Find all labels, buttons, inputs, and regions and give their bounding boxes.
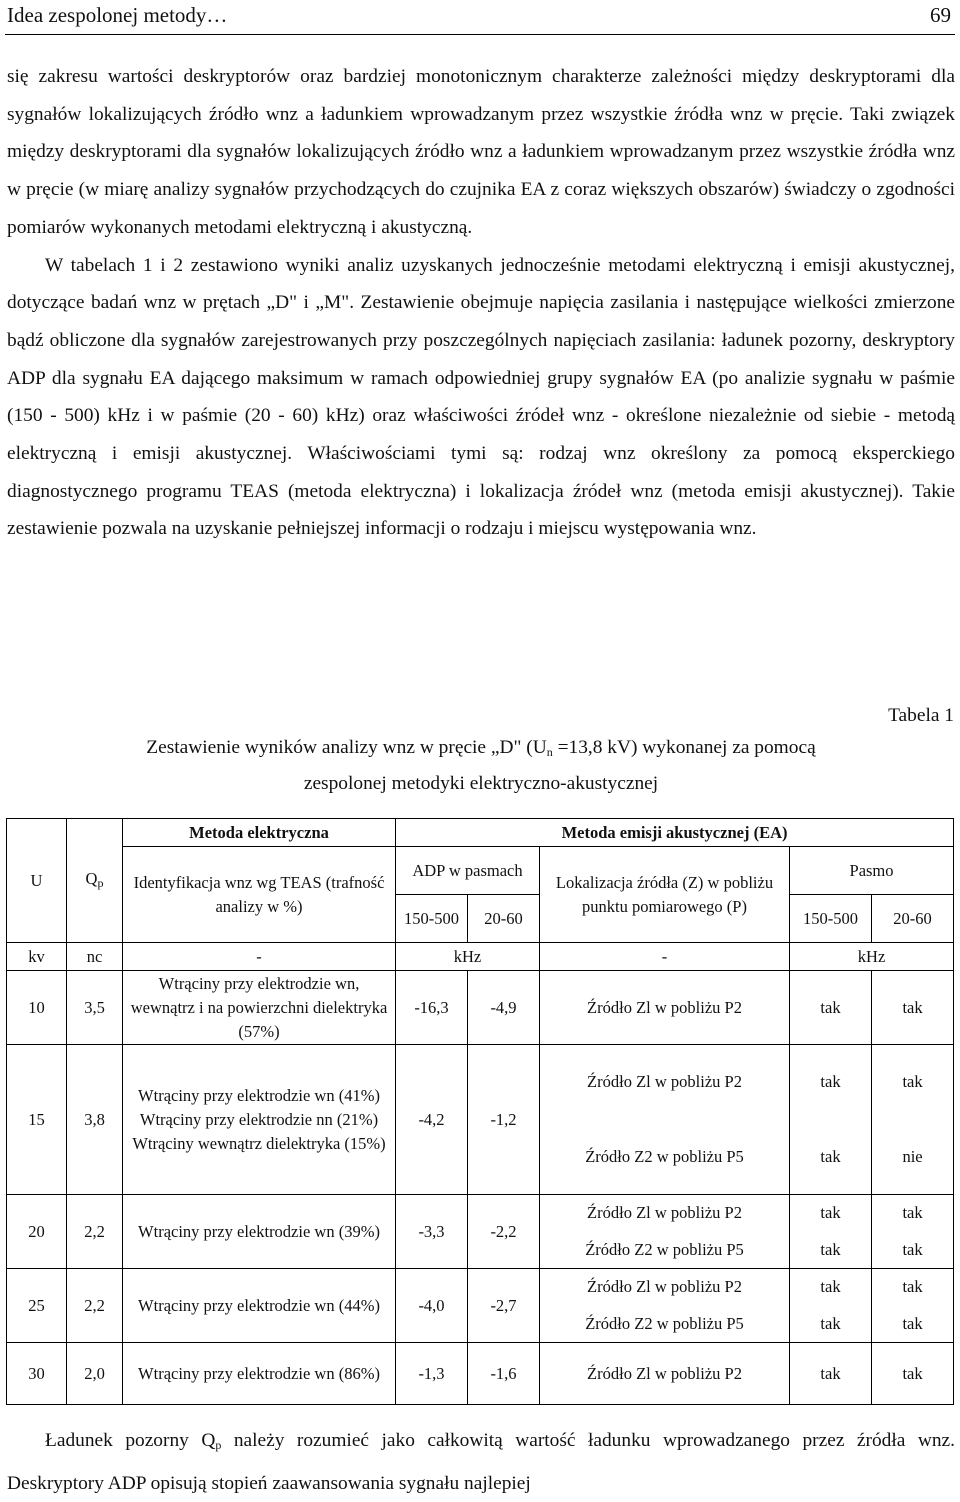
paragraph: się zakresu wartości deskryptorów oraz bardziej monotonicznym charakterze zależności między deskryptorami dla sygnałów lokalizujących źródło wnz a ładunkiem wprowadzanym przez wszystkie źródła wnz w pręcie. Taki związek między deskryptorami dla sygnałów lokalizujących źródło wnz a ładunkiem wprowadzanym przez wszystkie źródła wnz w pręcie (w miarę analizy sygnałów przychodzących do czujnika EA z coraz większych obszarów) świadczy o zgodności pomiarów wykonanych metodami elektryczną i akustyczną.	[7, 66, 955, 238]
col-header-pasmo-150: 150-500	[790, 895, 872, 943]
table-row	[7, 971, 954, 1045]
header-title: Idea zespolonej metody…	[7, 3, 228, 27]
cell-adp-20: -1,2	[468, 1045, 540, 1195]
unit-loc: -	[540, 943, 790, 971]
cell-teas	[123, 971, 396, 1045]
teas-entry: Wtrąciny przy elektrodzie wn (39%)	[138, 1221, 380, 1241]
cell-loc: Źródło Zl w pobliżu P2	[540, 1045, 790, 1120]
cell-u: 10	[7, 971, 67, 1045]
table-row	[7, 1045, 954, 1120]
caption-line-1: Zestawienie wyników analizy wnz w pręcie „D" ($U_n =13,8$ kV) wykonanej za pomocą	[146, 737, 816, 759]
cell-teas	[123, 1269, 396, 1343]
cell-adp-150: -4,2	[396, 1045, 468, 1195]
cell-pasmo-150: tak	[790, 1343, 872, 1405]
cell-adp-150: -4,0	[396, 1269, 468, 1343]
teas-entry: Wtrąciny przy elektrodzie wn (86%)	[138, 1363, 380, 1383]
group-header-electric: Metoda elektryczna	[123, 819, 396, 847]
table-row	[7, 1195, 954, 1232]
unit-teas: -	[123, 943, 396, 971]
cell-loc: Źródło Zl w pobliżu P2	[540, 1195, 790, 1232]
results-table	[6, 818, 954, 1405]
group-header-acoustic: Metoda emisji akustycznej (EA)	[396, 819, 954, 847]
caption-line-2: zespolonej metodyki elektryczno-akustycznej	[303, 773, 659, 794]
unit-q: nc	[67, 943, 123, 971]
cell-pasmo-20: tak	[872, 1306, 954, 1343]
table-number: Tabela 1	[888, 705, 954, 726]
unit-adp: kHz	[396, 943, 540, 971]
teas-entry: Wtrąciny wewnątrz dielektryka (15%)	[132, 1133, 386, 1153]
col-header-teas: Identyfikacja wnz wg TEAS (trafność analizy w %)	[123, 847, 396, 943]
body-text	[7, 58, 955, 548]
teas-entry: Wtrąciny przy elektrodzie nn (21%)	[139, 1109, 379, 1129]
col-header-adp-20: 20-60	[468, 895, 540, 943]
cell-adp-20: -2,2	[468, 1195, 540, 1269]
col-header-adp: ADP w pasmach	[396, 847, 540, 895]
cell-q: 3,5	[67, 971, 123, 1045]
cell-adp-150: -1,3	[396, 1343, 468, 1405]
cell-pasmo-20: tak	[872, 1045, 954, 1120]
cell-u: 15	[7, 1045, 67, 1195]
cell-u: 20	[7, 1195, 67, 1269]
table-row	[7, 1269, 954, 1306]
cell-pasmo-150: tak	[790, 1120, 872, 1195]
cell-pasmo-150: tak	[790, 971, 872, 1045]
cell-adp-20: -2,7	[468, 1269, 540, 1343]
cell-pasmo-150: tak	[790, 1232, 872, 1269]
col-header-adp-150: 150-500	[396, 895, 468, 943]
cell-q: 2,2	[67, 1269, 123, 1343]
col-header-u: U	[7, 819, 67, 943]
cell-adp-20: -1,6	[468, 1343, 540, 1405]
paragraph: W tabelach 1 i 2 zestawiono wyniki analiz uzyskanych jednocześnie metodami elektryczną i emisji akustycznej, dotyczące badań wnz w prętach „D" i „M". Zestawienie obejmuje napięcia zasilania i następujące wielkości zmierzone bądź obliczone dla sygnałów zarejestrowanych przy poszczególnych napięciach zasilania: ładunek pozorny, deskryptory ADP dla sygnału EA dającego maksimum w ramach odpowiedniej grupy sygnałów EA (po analizie sygnału w paśmie (150 - 500) kHz i w paśmie (20 - 60) kHz) oraz właściwości źródeł wnz - określone niezależnie od siebie - metodą elektryczną i emisji akustycznej. Właściwościami tymi są: rodzaj wnz określony za pomocą eksperckiego diagnostycznego programu TEAS (metoda elektryczna) i lokalizacja źródeł wnz (metoda emisji akustycznej). Takie zestawienie pozwala na uzyskanie pełniejszej informacji o rodzaju i miejscu występowania wnz.	[7, 254, 955, 540]
footer-text	[7, 1422, 955, 1502]
cell-q: 2,2	[67, 1195, 123, 1269]
col-header-q: $Q_p$	[67, 819, 123, 943]
cell-u: 30	[7, 1343, 67, 1405]
paragraph: Ładunek pozorny $Q_p$ należy rozumieć jako całkowitą wartość ładunku wprowadzanego przez źródła wnz. Deskryptory ADP opisują stopień zaawansowania sygnału najlepiej	[7, 1430, 955, 1494]
cell-pasmo-150: tak	[790, 1195, 872, 1232]
unit-pasmo: kHz	[790, 943, 954, 971]
teas-entry: Wtrąciny przy elektrodzie wn (41%)	[138, 1085, 380, 1105]
cell-teas	[123, 1045, 396, 1195]
cell-pasmo-20: tak	[872, 1195, 954, 1232]
col-header-loc: Lokalizacja źródła (Z) w pobliżu punktu pomiarowego (P)	[540, 847, 790, 943]
cell-loc: Źródło Zl w pobliżu P2	[540, 1343, 790, 1405]
cell-pasmo-150: tak	[790, 1306, 872, 1343]
table-row	[7, 1343, 954, 1405]
cell-pasmo-20: nie	[872, 1120, 954, 1195]
teas-entry: Wtrąciny przy elektrodzie wn (44%)	[138, 1295, 380, 1315]
cell-q: 2,0	[67, 1343, 123, 1405]
unit-u: kv	[7, 943, 67, 971]
cell-loc: Źródło Zl w pobliżu P2	[540, 971, 790, 1045]
teas-entry: Wtrąciny przy elektrodzie wn, wewnątrz i na powierzchni dielektryka (57%)	[130, 973, 388, 1041]
cell-adp-150: -16,3	[396, 971, 468, 1045]
page-number: 69	[930, 3, 951, 27]
table-caption	[7, 732, 955, 799]
cell-loc: Źródło Z2 w pobliżu P5	[540, 1120, 790, 1195]
cell-teas	[123, 1343, 396, 1405]
cell-pasmo-150: tak	[790, 1269, 872, 1306]
cell-pasmo-20: tak	[872, 1232, 954, 1269]
cell-loc: Źródło Z2 w pobliżu P5	[540, 1306, 790, 1343]
cell-teas	[123, 1195, 396, 1269]
cell-pasmo-20: tak	[872, 971, 954, 1045]
table-body	[7, 971, 954, 1405]
running-header	[5, 0, 955, 35]
cell-u: 25	[7, 1269, 67, 1343]
cell-pasmo-150: tak	[790, 1045, 872, 1120]
cell-adp-20: -4,9	[468, 971, 540, 1045]
cell-adp-150: -3,3	[396, 1195, 468, 1269]
cell-pasmo-20: tak	[872, 1343, 954, 1405]
cell-pasmo-20: tak	[872, 1269, 954, 1306]
cell-q: 3,8	[67, 1045, 123, 1195]
cell-loc: Źródło Zl w pobliżu P2	[540, 1269, 790, 1306]
col-header-pasmo-20: 20-60	[872, 895, 954, 943]
col-header-pasmo: Pasmo	[790, 847, 954, 895]
cell-loc: Źródło Z2 w pobliżu P5	[540, 1232, 790, 1269]
